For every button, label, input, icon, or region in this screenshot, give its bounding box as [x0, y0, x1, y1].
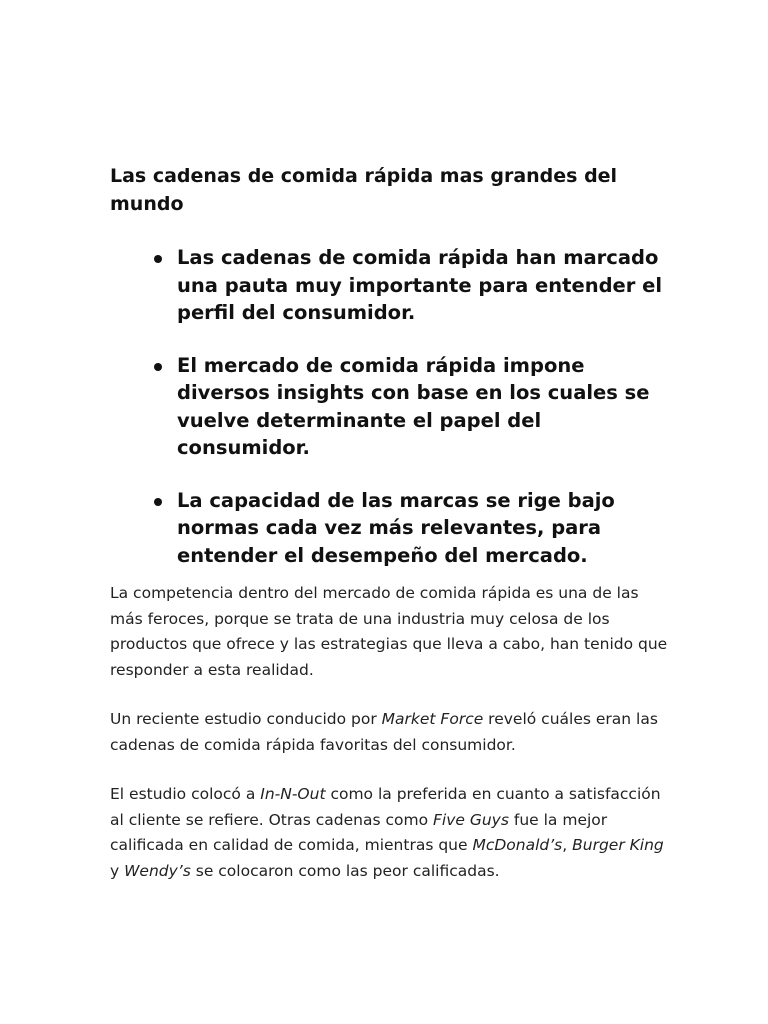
key-point-text: El mercado de comida rápida impone diversos insights con base en los cuales se vuelve determinante el papel del consumidor.	[177, 353, 650, 459]
paragraph-text: reveló cuáles eran las cadenas de comida rápida favoritas del consumidor.	[110, 710, 658, 754]
brand-name: In-N-Out	[260, 785, 326, 803]
body-paragraph-study	[110, 707, 670, 758]
brand-name: McDonald’s	[472, 836, 563, 854]
key-points-list	[110, 244, 670, 569]
key-point-item	[110, 244, 670, 327]
brand-name: Wendy’s	[124, 861, 191, 880]
bullet-icon	[154, 498, 162, 506]
body-paragraph-competition: La competencia dentro del mercado de comida rápida es una de las más feroces, porque se trata de una industria muy celosa de los productos que ofrece y las estrategias que lleva a cabo, han tenido que responder a esta realidad.	[110, 584, 668, 679]
document-page	[110, 162, 670, 884]
key-point-text: La capacidad de las marcas se rige bajo normas cada vez más relevantes, para entender el desempeño del mercado.	[177, 488, 615, 567]
bullet-icon	[154, 255, 162, 263]
paragraph-text: y	[110, 861, 125, 880]
paragraph-text: como la preferida en cuanto a satisfacción al cliente se refiere. Otras cadenas como	[110, 785, 661, 829]
brand-name: Burger King	[572, 836, 664, 854]
paragraph-text: se colocaron como las peor calificadas.	[190, 861, 500, 880]
document-title: Las cadenas de comida rápida mas grandes del mundo	[110, 165, 618, 215]
brand-name: Five Guys	[432, 810, 509, 829]
key-point-item	[110, 487, 670, 570]
study-source-name: Market Force	[381, 710, 484, 728]
key-point-item	[110, 352, 670, 462]
paragraph-text: El estudio colocó a	[110, 785, 261, 803]
key-point-text: Las cadenas de comida rápida han marcado una pauta muy importante para entender el perfil del consumidor.	[177, 246, 663, 324]
bullet-icon	[154, 363, 162, 371]
paragraph-text: ,	[562, 836, 573, 854]
body-paragraph-results	[110, 782, 670, 884]
paragraph-text: Un reciente estudio conducido por	[110, 710, 382, 728]
paragraph-text: fue la mejor calificada en calidad de comida, mientras que	[110, 810, 608, 854]
